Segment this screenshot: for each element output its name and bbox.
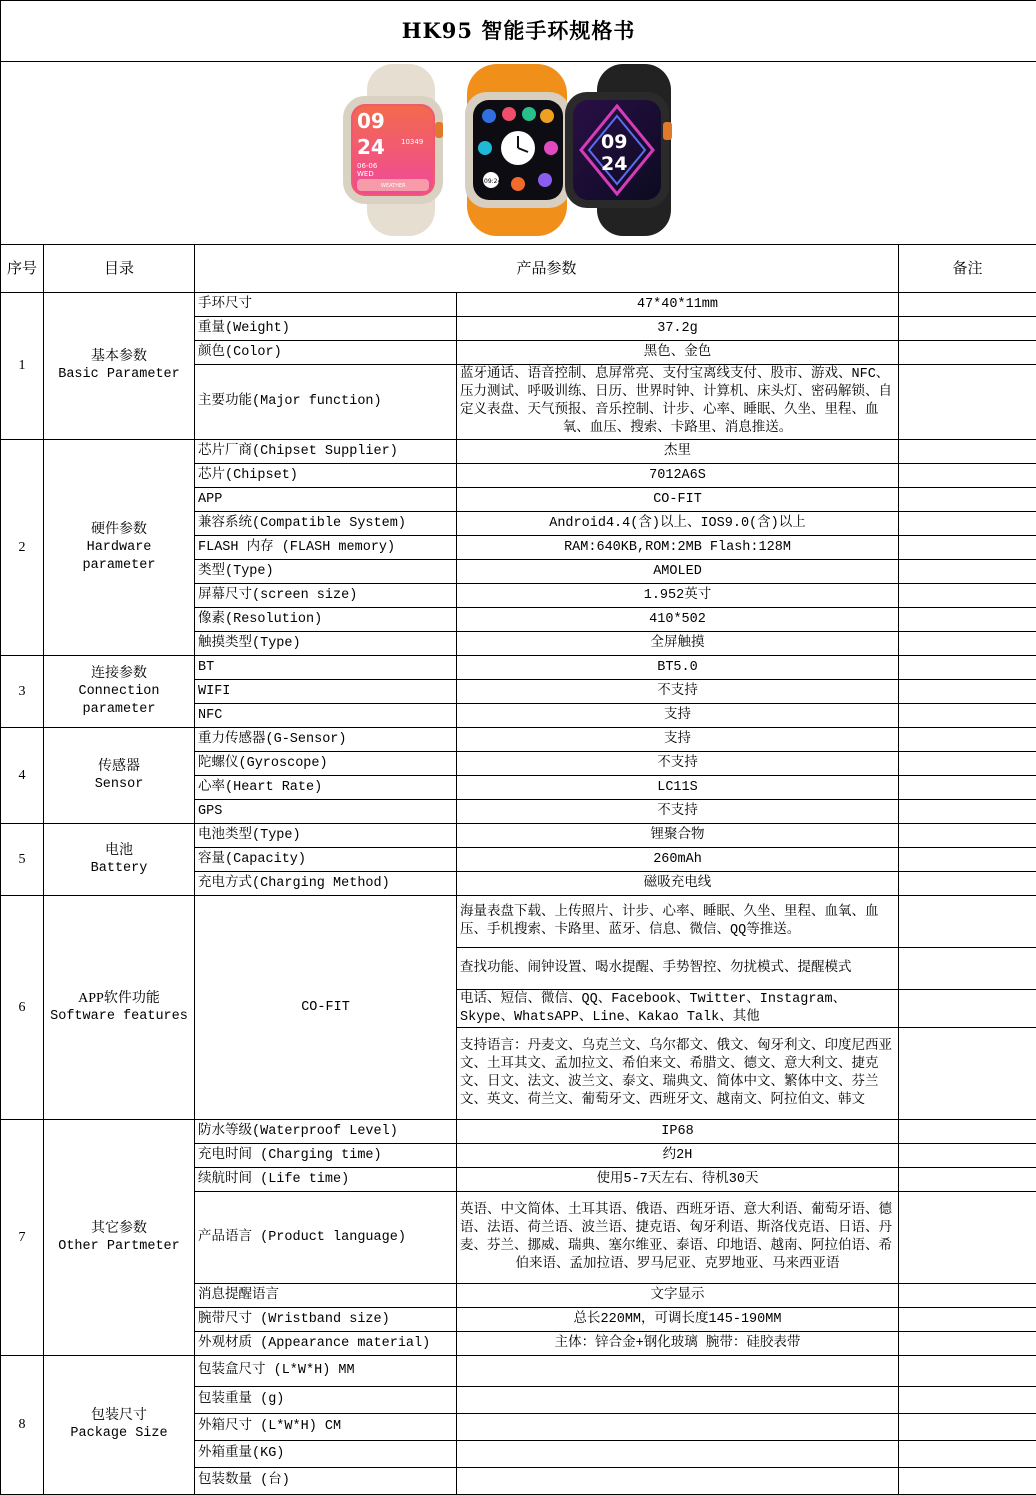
param-label: 芯片厂商(Chipset Supplier) [195, 440, 457, 464]
remark-cell [899, 512, 1036, 536]
param-value [457, 1387, 899, 1414]
param-label: 陀螺仪(Gyroscope) [195, 752, 457, 776]
remark-cell [899, 1308, 1036, 1332]
mid-watch-time: 09:24 [484, 178, 501, 185]
remark-cell [899, 752, 1036, 776]
remark-cell [899, 824, 1036, 848]
param-label: 重量(Weight) [195, 317, 457, 341]
param-value: 支持语言：丹麦文、乌克兰文、乌尔都文、俄文、匈牙利文、印度尼西亚文、土耳其文、孟加拉文、希伯来文、希腊文、德文、意大利文、捷克文、日文、法文、波兰文、泰文、瑞典文、简体中文、繁体中文、芬兰文、英文、荷兰文、葡萄牙文、西班牙文、越南文、阿拉伯文、韩文 [457, 1028, 899, 1120]
remark-cell [899, 464, 1036, 488]
remark-cell [899, 1414, 1036, 1441]
section-number: 1 [1, 293, 44, 440]
param-label: 兼容系统(Compatible System) [195, 512, 457, 536]
param-label: 电池类型(Type) [195, 824, 457, 848]
remark-cell [899, 704, 1036, 728]
param-value: Android4.4(含)以上、IOS9.0(含)以上 [457, 512, 899, 536]
param-value: RAM:640KB,ROM:2MB Flash:128M [457, 536, 899, 560]
category-cn: 包装尺寸 [47, 1407, 191, 1425]
param-value: 电话、短信、微信、QQ、Facebook、Twitter、Instagram、Skype、WhatsAPP、Line、Kakao Talk、其他 [457, 990, 899, 1028]
left-watch-day: WED [357, 170, 374, 178]
section-number: 7 [1, 1120, 44, 1356]
category-en: Sensor [47, 776, 191, 794]
param-value: 文字显示 [457, 1284, 899, 1308]
param-value: 蓝牙通话、语音控制、息屏常亮、支付宝离线支付、股市、游戏、NFC、压力测试、呼吸训练、日历、世界时钟、计算机、床头灯、密码解锁、自定义表盘、天气预报、音乐控制、计步、心率、睡眠、久坐、里程、血氧、血压、搜索、卡路里、消息推送。 [457, 365, 899, 440]
param-label: 续航时间 (Life time) [195, 1168, 457, 1192]
right-watch-minute: 24 [601, 153, 627, 175]
header-params: 产品参数 [195, 245, 899, 293]
param-label: 包装数量 (台) [195, 1468, 457, 1495]
remark-cell [899, 440, 1036, 464]
remark-cell [899, 848, 1036, 872]
param-label: 主要功能(Major function) [195, 365, 457, 440]
param-value: AMOLED [457, 560, 899, 584]
product-image [1, 62, 1036, 245]
param-value: 37.2g [457, 317, 899, 341]
param-label: 腕带尺寸 (Wristband size) [195, 1308, 457, 1332]
remark-cell [899, 896, 1036, 948]
section-category [44, 440, 195, 656]
section-category [44, 824, 195, 896]
remark-cell [899, 341, 1036, 365]
section-number: 8 [1, 1356, 44, 1495]
remark-cell [899, 536, 1036, 560]
remark-cell [899, 1356, 1036, 1387]
remark-cell [899, 872, 1036, 896]
param-value: 磁吸充电线 [457, 872, 899, 896]
param-value: 使用5-7天左右、待机30天 [457, 1168, 899, 1192]
param-value: CO-FIT [457, 488, 899, 512]
remark-cell [899, 317, 1036, 341]
param-value: 47*40*11mm [457, 293, 899, 317]
param-value: 英语、中文简体、土耳其语、俄语、西班牙语、意大利语、葡萄牙语、德语、法语、荷兰语、波兰语、捷克语、匈牙利语、斯洛伐克语、日语、丹麦、芬兰、挪威、瑞典、塞尔维亚、泰语、印地语、越南、阿拉伯语、希伯来语、孟加拉语、罗马尼亚、克罗地亚、马来西亚语 [457, 1192, 899, 1284]
app-name: CO-FIT [195, 896, 457, 1120]
param-value: 不支持 [457, 680, 899, 704]
param-label: BT [195, 656, 457, 680]
section-number: 2 [1, 440, 44, 656]
param-label: GPS [195, 800, 457, 824]
section-category [44, 728, 195, 824]
remark-cell [899, 608, 1036, 632]
category-cn: APP软件功能 [47, 990, 191, 1008]
param-value: LC11S [457, 776, 899, 800]
category-cn: 连接参数 [47, 665, 191, 683]
param-value [457, 1356, 899, 1387]
category-cn: 电池 [47, 842, 191, 860]
left-watch-minute: 24 [357, 135, 385, 159]
remark-cell [899, 776, 1036, 800]
remark-cell [899, 1468, 1036, 1495]
param-label: 外箱重量(KG) [195, 1441, 457, 1468]
section-number: 6 [1, 896, 44, 1120]
param-value: 全屏触摸 [457, 632, 899, 656]
section-category [44, 1356, 195, 1495]
category-en: Package Size [47, 1425, 191, 1443]
header-remark: 备注 [899, 245, 1036, 293]
param-value: 约2H [457, 1144, 899, 1168]
param-label: 外观材质 (Appearance material) [195, 1332, 457, 1356]
remark-cell [899, 584, 1036, 608]
category-en: Battery [47, 860, 191, 878]
category-en: Basic Parameter [47, 366, 191, 384]
param-label: 外箱尺寸 (L*W*H) CM [195, 1414, 457, 1441]
remark-cell [899, 680, 1036, 704]
param-value: IP68 [457, 1120, 899, 1144]
remark-cell [899, 990, 1036, 1028]
category-cn: 其它参数 [47, 1220, 191, 1238]
section-number: 5 [1, 824, 44, 896]
category-en: Software features [47, 1008, 191, 1026]
section-category [44, 896, 195, 1120]
param-value: 不支持 [457, 752, 899, 776]
left-watch-weather: WEATHER [381, 183, 406, 189]
param-label: 屏幕尺寸(screen size) [195, 584, 457, 608]
remark-cell [899, 948, 1036, 990]
section-category [44, 1120, 195, 1356]
page-title: HK95 智能手环规格书 [1, 1, 1036, 62]
remark-cell [899, 1441, 1036, 1468]
param-value: 查找功能、闹钟设置、喝水提醒、手势智控、勿扰模式、提醒模式 [457, 948, 899, 990]
param-value [457, 1414, 899, 1441]
right-watch-hour: 09 [601, 131, 627, 153]
category-en: parameter [47, 557, 191, 575]
remark-cell [899, 560, 1036, 584]
remark-cell [899, 488, 1036, 512]
header-category: 目录 [44, 245, 195, 293]
remark-cell [899, 1028, 1036, 1120]
remark-cell [899, 1192, 1036, 1284]
param-value: 总长220MM，可调长度145-190MM [457, 1308, 899, 1332]
param-label: 颜色(Color) [195, 341, 457, 365]
remark-cell [899, 1120, 1036, 1144]
param-label: 消息提醒语言 [195, 1284, 457, 1308]
remark-cell [899, 1284, 1036, 1308]
param-value [457, 1468, 899, 1495]
param-label: 防水等级(Waterproof Level) [195, 1120, 457, 1144]
param-value: 7012A6S [457, 464, 899, 488]
category-cn: 传感器 [47, 758, 191, 776]
param-value: 海量表盘下载、上传照片、计步、心率、睡眠、久坐、里程、血氧、血压、手机搜索、卡路里、蓝牙、信息、微信、QQ等推送。 [457, 896, 899, 948]
category-en: Hardware [47, 539, 191, 557]
param-label: NFC [195, 704, 457, 728]
remark-cell [899, 1144, 1036, 1168]
param-value: 黑色、金色 [457, 341, 899, 365]
left-watch-hour: 09 [357, 109, 385, 133]
param-label: 心率(Heart Rate) [195, 776, 457, 800]
param-value: BT5.0 [457, 656, 899, 680]
param-value: 支持 [457, 728, 899, 752]
remark-cell [899, 656, 1036, 680]
category-cn: 硬件参数 [47, 521, 191, 539]
param-label: 产品语言 (Product language) [195, 1192, 457, 1284]
param-label: 包装盒尺寸 (L*W*H) MM [195, 1356, 457, 1387]
remark-cell [899, 728, 1036, 752]
param-value: 杰里 [457, 440, 899, 464]
param-label: 类型(Type) [195, 560, 457, 584]
param-label: APP [195, 488, 457, 512]
smartwatch-image [339, 62, 699, 238]
category-cn: 基本参数 [47, 348, 191, 366]
param-label: 像素(Resolution) [195, 608, 457, 632]
section-number: 3 [1, 656, 44, 728]
remark-cell [899, 1387, 1036, 1414]
remark-cell [899, 293, 1036, 317]
category-en: Connection [47, 683, 191, 701]
param-label: FLASH 内存 (FLASH memory) [195, 536, 457, 560]
param-value: 锂聚合物 [457, 824, 899, 848]
param-label: 芯片(Chipset) [195, 464, 457, 488]
param-value: 410*502 [457, 608, 899, 632]
section-number: 4 [1, 728, 44, 824]
category-en: Other Partmeter [47, 1238, 191, 1256]
param-value: 1.952英寸 [457, 584, 899, 608]
category-en: parameter [47, 701, 191, 719]
param-label: 充电时间 (Charging time) [195, 1144, 457, 1168]
left-watch-date: 06-06 [357, 162, 378, 170]
header-no: 序号 [1, 245, 44, 293]
section-category [44, 656, 195, 728]
param-label: WIFI [195, 680, 457, 704]
param-value [457, 1441, 899, 1468]
param-label: 触摸类型(Type) [195, 632, 457, 656]
remark-cell [899, 632, 1036, 656]
param-label: 包装重量 (g) [195, 1387, 457, 1414]
param-label: 容量(Capacity) [195, 848, 457, 872]
param-value: 主体：锌合金+钢化玻璃 腕带：硅胶表带 [457, 1332, 899, 1356]
remark-cell [899, 1168, 1036, 1192]
section-category [44, 293, 195, 440]
left-watch-steps: 10349 [401, 138, 423, 146]
param-label: 充电方式(Charging Method) [195, 872, 457, 896]
param-label: 手环尺寸 [195, 293, 457, 317]
param-label: 重力传感器(G-Sensor) [195, 728, 457, 752]
param-value: 不支持 [457, 800, 899, 824]
param-value: 支持 [457, 704, 899, 728]
remark-cell [899, 800, 1036, 824]
remark-cell [899, 365, 1036, 440]
remark-cell [899, 1332, 1036, 1356]
param-value: 260mAh [457, 848, 899, 872]
